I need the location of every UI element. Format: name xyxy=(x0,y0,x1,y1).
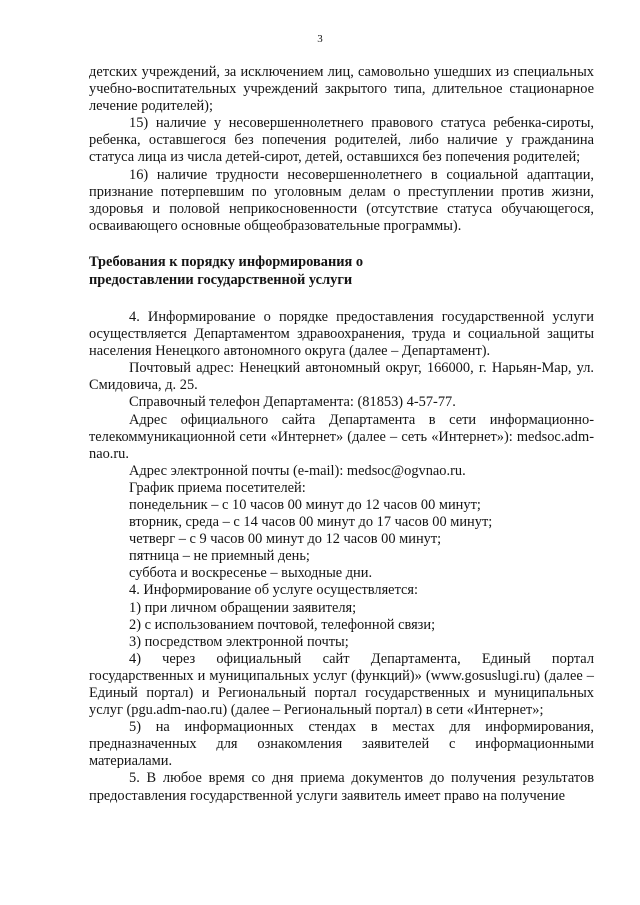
paragraph-phone: Справочный телефон Департамента: (81853) 4-57-77. xyxy=(129,394,456,411)
paragraph-email: Адрес электронной почты (e-mail): medsoc@ogvnao.ru. xyxy=(129,462,466,479)
paragraph-5: 5. В любое время со дня приема документов до получения результатов предоставления государственной услуги заявитель имеет право на получение xyxy=(89,770,594,804)
paragraph-website: Адрес официального сайта Департамента в сети информационно-телекоммуникационной сети «Интернет» (далее – сеть «Интернет»): medsoc.adm-nao.ru. xyxy=(89,411,594,462)
page-number: 3 xyxy=(317,33,323,45)
info-methods-title: 4. Информирование об услуге осуществляется: xyxy=(129,582,419,599)
schedule-item: суббота и воскресенье – выходные дни. xyxy=(129,565,373,582)
paragraph-item-15: 15) наличие у несовершеннолетнего правового статуса ребенка-сироты, ребенка, оставшегося без попечения родителей, либо наличие у гражданина статуса лица из числа детей-сирот, детей, оставшихся без попечения родителей; xyxy=(89,115,594,166)
info-method-item: 3) посредством электронной почты; xyxy=(129,633,349,650)
schedule-item: понедельник – с 10 часов 00 минут до 12 часов 00 минут; xyxy=(129,496,481,513)
paragraph-item-16: 16) наличие трудности несовершеннолетнего в социальной адаптации, признание потерпевшим по уголовным делам о преступлении против жизни, здоровья и половой неприкосновенности (отсутствие статуса обучающегося, осваивающего основные общеобразовательные программы). xyxy=(89,166,594,234)
info-method-item: 2) с использованием почтовой, телефонной связи; xyxy=(129,616,436,633)
paragraph-continuation: детских учреждений, за исключением лиц, самовольно ушедших из специальных учебно-воспитательных учреждений закрытого типа, длительное стационарное лечение родителей); xyxy=(89,64,594,115)
section-heading-line-2: предоставлении государственной услуги xyxy=(89,271,353,288)
info-method-item: 1) при личном обращении заявителя; xyxy=(129,599,357,616)
info-method-item: 4) через официальный сайт Департамента, Единый портал государственных и муниципальных услуг (функций)» (www.gosuslugi.ru) (далее – Единый портал) и Региональный портал государственных и муниципальных услуг (pgu.adm-nao.ru) (далее – Региональный портал) в сети «Интернет»; xyxy=(89,650,594,719)
schedule-item: четверг – с 9 часов 00 минут до 12 часов 00 минут; xyxy=(129,531,442,548)
schedule-item: вторник, среда – с 14 часов 00 минут до 17 часов 00 минут; xyxy=(129,514,493,531)
section-heading-line-1: Требования к порядку информирования о xyxy=(89,253,364,270)
info-method-item: 5) на информационных стендах в местах для информирования, предназначенных для ознакомления заявителей с информационными материалами. xyxy=(89,719,594,770)
paragraph-postal-address: Почтовый адрес: Ненецкий автономный округ, 166000, г. Нарьян-Мар, ул. Смидовича, д. 25. xyxy=(89,360,594,394)
schedule-item: пятница – не приемный день; xyxy=(129,548,310,565)
paragraph-informing: 4. Информирование о порядке предоставления государственной услуги осуществляется Департаментом здравоохранения, труда и социальной защиты населения Ненецкого автономного округа (далее – Департамент). xyxy=(89,308,594,360)
schedule-title: График приема посетителей: xyxy=(129,479,306,496)
document-body xyxy=(89,64,594,805)
